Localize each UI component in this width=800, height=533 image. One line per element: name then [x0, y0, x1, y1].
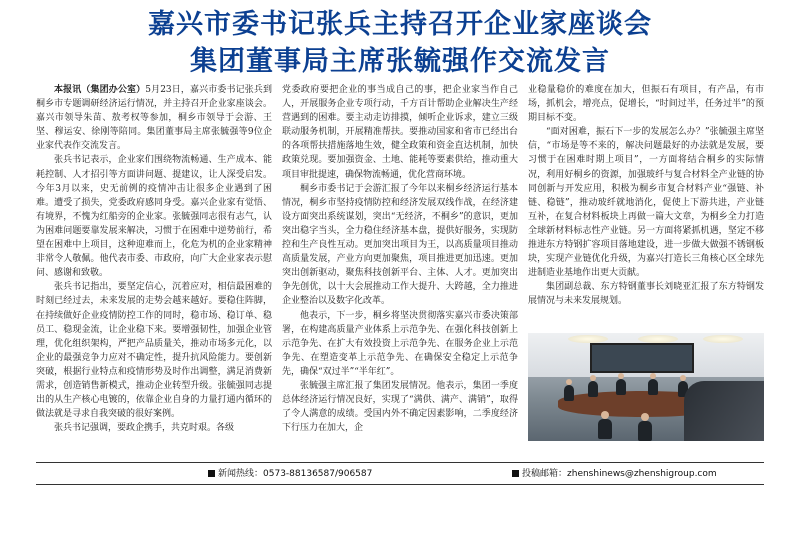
- photo-attendee-head: [601, 411, 609, 419]
- email-label: 投稿邮箱：: [522, 469, 568, 479]
- article-paragraph: 业稳量稳价的难度在加大，但振石有项目，有产品，有市场，抓机会，增亮点，促增长，“时间过半，任务过半”的预期目标不变。: [528, 85, 764, 124]
- photo-attendee-head: [641, 413, 649, 421]
- article-column-2: [282, 83, 518, 458]
- photo-attendee: [616, 379, 626, 395]
- headline-line-2: 集团董事局主席张毓强作交流发言: [190, 46, 610, 77]
- photo-attendee-head: [590, 375, 596, 381]
- photo-ceiling-lamp: [638, 335, 678, 343]
- hotline-number: 0573-88136587/906587: [263, 469, 373, 479]
- square-bullet-icon: [512, 470, 519, 477]
- hotline-label: 新闻热线：: [218, 469, 264, 479]
- article-paragraph: 他表示，下一步，桐乡将坚决贯彻落实嘉兴市委决策部署，在构建高质量产业体系上示范争先、在强化科技创新上示范争先、在扩大有效投资上示范争先、在服务企业上示范争先、在塑造变革上示范争先、在确保安全稳定上示范争先，确保“双过半”“半年红”。: [282, 310, 518, 377]
- news-hotline: [208, 466, 372, 482]
- submission-email: [512, 466, 717, 482]
- article-column-3: [528, 83, 764, 458]
- photo-attendee: [598, 419, 612, 439]
- article-paragraph: 张兵书记强调，要政企携手，共克时艰。各级: [54, 423, 235, 434]
- photo-attendee: [648, 379, 658, 395]
- photo-attendee-head: [566, 379, 572, 385]
- article-paragraph: 集团副总裁、东方特钢董事长刘晓亚汇报了东方特钢发展情况与未来发展规划。: [528, 282, 764, 307]
- article-column-3-text: [528, 83, 764, 331]
- photo-attendee: [588, 381, 598, 397]
- article-paragraph: “面对困难，振石下一步的发展怎么办？”张毓强主席坚信，“市场是等不来的，解决问题最好的办法就是发展，要习惯于在困难时期上项目”，一方面将结合桐乡的实际情况，利用好桐乡的资源，加强玻纤与复合材料全产业链的协同创新与开发应用，积极为桐乡市复合材料产业“强链、补链、稳链”，推动玻纤就地消化，促使上下游共进，产业链互补，在复合材料板块上再做一篇大文章，为桐乡全力打造全球新材料标志性产业链。另一方面将紧抓机遇，坚定不移推进东方特钢扩容项目落地建设，进一步做大做强不锈钢板块，实现产业链优化升级，为嘉兴打造长三角核心区全球先进制造业基地作出更大贡献。: [528, 127, 764, 279]
- article-paragraph: 党委政府要把企业的事当成自己的事，把企业家当作自己人，开展服务企业专项行动，千方百计帮助企业解决生产经营遇到的困难。要主动走访排摸，倾听企业诉求，建立三级联动服务机制，开展精准帮扶。要推动国家和省市已经出台的各项帮扶措施落地生效，健全政策和资金直达机制，加快政策兑现。要加强资金、土地、能耗等要素供给，推动重大项目审批提速，确保物流畅通，优化营商环境。: [282, 85, 518, 180]
- photo-attendee-head: [650, 373, 656, 379]
- photo-ceiling-lamp: [703, 335, 743, 343]
- article-paragraph: 张兵书记表示，企业家们围绕物流畅通、生产成本、能耗控制、人才招引等方面讲问题、提建议，让人深受启发。今年3月以来，史无前例的疫情冲击让很多企业遇到了困难。遭受了损失，党委政府感同身受。嘉兴企业家有觉悟、有境界，不愧为红船旁的企业家。张毓强同志很有志气，认为困难问题要靠发展来解决，习惯于在困难中逆势前行，希望在困难中上项目，这种迎难而上，化危为机的企业家精神非常令人敬佩。他代表市委、市政府，向广大企业家表示慰问、感谢和致敬。: [36, 155, 272, 279]
- email-address: zhenshinews@zhenshigroup.com: [567, 469, 717, 479]
- footer-bottom-rule: [36, 484, 764, 485]
- meeting-photo: [528, 333, 764, 441]
- article-column-1: [36, 83, 272, 458]
- photo-attendee-head: [680, 375, 686, 381]
- photo-attendee: [564, 385, 574, 401]
- photo-attendee-head: [618, 373, 624, 379]
- footer-bar: [36, 466, 764, 482]
- article-paragraph: 张兵书记指出，要坚定信心，沉着应对，相信最困难的时刻已经过去，未来发展的走势会越来越好。要稳住阵脚，在持续做好企业疫情防控工作的同时，稳市场、稳订单、稳员工、稳现金流，让企业稳下来。要增强韧性，加强企业管理，优化组织架构，严把产品质量关，推动市场多元化，以企业的最强竞争力应对不确定性，提升抗风险能力。要创新突破，根据行业特点和疫情形势及时作出调整，满足消费新需求，创造销售新模式，推动企业转型升级。张毓强同志提出的从生产核心电镀的，依靠企业自身的力量打通内循环的做法就是寻求自我突破的很好案例。: [36, 282, 272, 420]
- photo-screen: [590, 343, 694, 373]
- headline-line-1: 嘉兴市委书记张兵主持召开企业家座谈会: [148, 9, 652, 40]
- article-paragraph: 本报讯（集团办公室）5月23日，嘉兴市委书记张兵到桐乡市专题调研经济运行情况，并主持召开企业家座谈会。嘉兴市领导朱苗、敖考权等参加，桐乡市领导于会游、王坚、穆运安、徐刚等陪同。集团董事局主席张毓强等9位企业家代表作交流发言。: [36, 85, 272, 152]
- photo-ceiling-lamp: [568, 335, 608, 343]
- photo-foreground-figure: [684, 381, 764, 441]
- article-body: [36, 83, 764, 458]
- article-paragraph: 桐乡市委书记于会游汇报了今年以来桐乡经济运行基本情况，桐乡市坚持疫情防控和经济发展双线作战，在经济建设方面突出系统谋划，突出“无经济，不桐乡”的意识，更加突出稳字当头，全力稳住经济基本盘，提供好服务，实现防控和生产良性互动。更加突出项目为王，以高质量项目推动高质量发展，产业方向更加聚焦，项目推进更加迅速。更加突出创新驱动，聚焦科技创新平台、主体、人才。更加突出争先创优，以十大会展推动工作大提升、大跨越，全力推进企业整治以及数字化改革。: [282, 183, 518, 307]
- article-byline: 本报讯（集团办公室）: [54, 85, 146, 95]
- square-bullet-icon: [208, 470, 215, 477]
- photo-attendee: [638, 421, 652, 441]
- article-paragraph: 张毓强主席汇报了集团发展情况。他表示，集团一季度总体经济运行情况良好，实现了“满供、满产、满销”，取得了令人满意的成绩。受国内外不确定因素影响，二季度经济下行压力在加大，企: [282, 380, 518, 434]
- footer-top-rule: [36, 462, 764, 463]
